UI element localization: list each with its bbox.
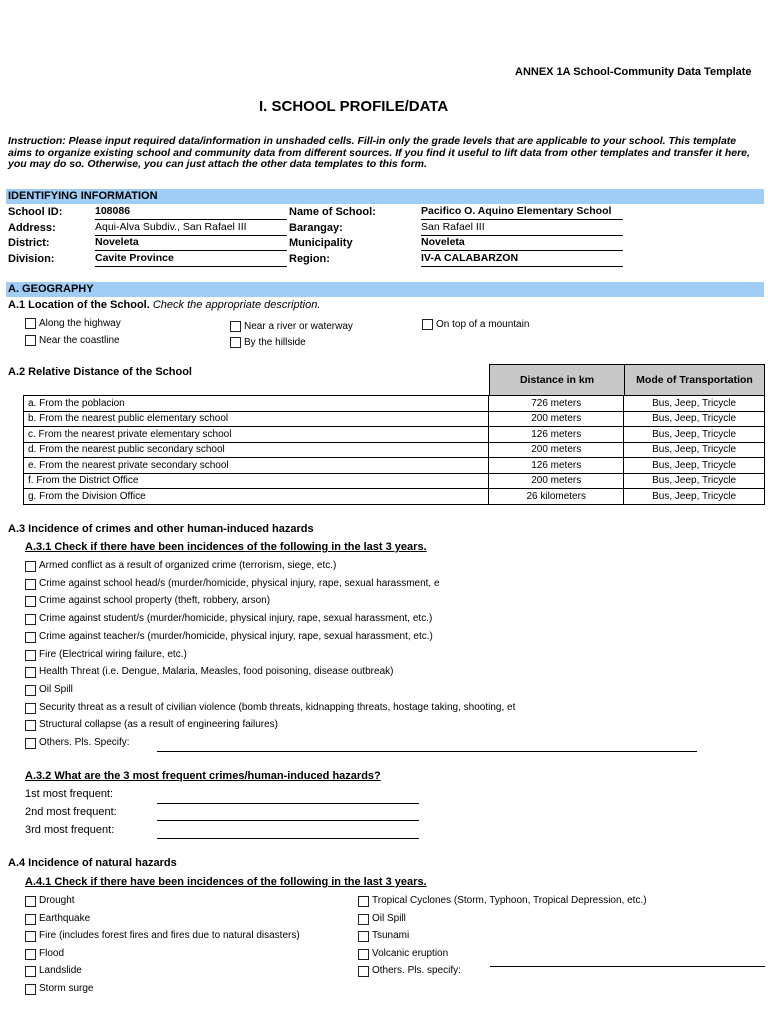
hazard-label: Drought	[39, 895, 75, 906]
natural-others-line[interactable]	[490, 966, 765, 967]
row-label: d. From the nearest public secondary school	[24, 442, 489, 458]
hazard-checkbox[interactable]	[25, 614, 36, 625]
identifying-band	[6, 189, 764, 204]
location-checkbox[interactable]	[25, 318, 36, 329]
row-distance[interactable]: 126 meters	[489, 458, 624, 474]
row-label: c. From the nearest private elementary school	[24, 427, 489, 443]
page-title: I. SCHOOL PROFILE/DATA	[259, 98, 449, 115]
municipality-field[interactable]: Noveleta	[421, 236, 623, 251]
a4-title: A.4 Incidence of natural hazards	[8, 857, 177, 869]
a1-hint: Check the appropriate description.	[152, 299, 321, 311]
others-specify-line[interactable]	[157, 751, 697, 752]
hazard-label: Tsunami	[372, 930, 410, 942]
barangay-label: Barangay:	[289, 222, 343, 234]
instruction-text	[8, 136, 750, 171]
table-row	[24, 489, 765, 505]
location-checkbox[interactable]	[422, 319, 433, 330]
region-field[interactable]: IV-A CALABARZON	[421, 252, 623, 267]
row-label: g. From the Division Office	[24, 489, 489, 505]
barangay-field[interactable]: San Rafael III	[421, 221, 623, 236]
district-field[interactable]: Noveleta	[95, 236, 287, 251]
location-checkbox[interactable]	[230, 337, 241, 348]
a3-title: A.3 Incidence of crimes and other human-induced hazards	[8, 523, 314, 535]
hazard-label: Fire (Electrical wiring failure, etc.)	[39, 648, 187, 660]
hazard-label: Health Threat (i.e. Dengue, Malaria, Measles, food poisoning, disease outbreak)	[39, 666, 394, 678]
a32-title: A.3.2 What are the 3 most frequent crimes/human-induced hazards?	[25, 770, 381, 782]
frequent-field[interactable]	[157, 838, 419, 839]
hazard-label: Fire (includes forest fires and fires due to natural disasters)	[39, 930, 300, 942]
instruction-line: you may do so. Otherwise, you can just attach the other data templates to this form.	[8, 158, 427, 170]
hazard-label: Earthquake	[39, 912, 91, 924]
hazard-checkbox[interactable]	[25, 632, 36, 643]
hazard-label: Crime against teacher/s (murder/homicide, physical injury, rape, sexual harassment, etc.)	[39, 630, 433, 642]
hazard-label: Security threat as a result of civilian violence (bomb threats, kidnapping threats, hostage taking, shooting, et	[39, 701, 516, 713]
row-distance[interactable]: 126 meters	[489, 427, 624, 443]
hazard-checkbox[interactable]	[25, 596, 36, 607]
location-label: Near the coastline	[39, 335, 120, 346]
frequent-label: 3rd most frequent:	[25, 824, 115, 836]
hazard-checkbox[interactable]	[25, 720, 36, 731]
row-distance[interactable]: 26 kilometers	[489, 489, 624, 505]
hazard-checkbox[interactable]	[25, 667, 36, 678]
row-label: e. From the nearest private secondary school	[24, 458, 489, 474]
instruction-line: Instruction: Please input required data/information in unshaded cells. Fill-in only the grade levels that are applicable to your school. This template	[8, 135, 737, 147]
hazard-label: Oil Spill	[372, 912, 406, 924]
frequent-label: 1st most frequent:	[25, 788, 114, 800]
row-transport[interactable]: Bus, Jeep, Tricycle	[624, 396, 765, 412]
hazard-checkbox[interactable]	[25, 579, 36, 590]
hazard-label: Crime against school property (theft, robbery, arson)	[39, 595, 271, 607]
table-row	[24, 396, 765, 412]
hazard-label: Tropical Cyclones (Storm, Typhoon, Tropical Depression, etc.)	[372, 895, 647, 906]
row-transport[interactable]: Bus, Jeep, Tricycle	[624, 442, 765, 458]
hazard-checkbox[interactable]	[25, 738, 36, 749]
row-transport[interactable]: Bus, Jeep, Tricycle	[624, 411, 765, 427]
hazard-checkbox[interactable]	[25, 703, 36, 714]
annex-title: ANNEX 1A School-Community Data Template	[515, 66, 752, 78]
row-distance[interactable]: 200 meters	[489, 442, 624, 458]
row-transport[interactable]: Bus, Jeep, Tricycle	[624, 489, 765, 505]
a41-title: A.4.1 Check if there have been incidences of the following in the last 3 years.	[25, 876, 427, 888]
distance-header: Distance in km	[489, 364, 625, 396]
hazard-checkbox[interactable]	[25, 966, 36, 977]
district-label: District:	[8, 237, 50, 249]
distance-table	[23, 395, 765, 505]
hazard-checkbox[interactable]	[358, 896, 369, 907]
location-label: Near a river or waterway	[244, 321, 353, 332]
hazard-checkbox[interactable]	[25, 949, 36, 960]
hazard-checkbox[interactable]	[25, 914, 36, 925]
school-name-field[interactable]: Pacifico O. Aquino Elementary School	[421, 205, 623, 220]
address-field[interactable]: Aqui-Alva Subdiv., San Rafael III	[95, 221, 287, 236]
hazard-label: Crime against school head/s (murder/homicide, physical injury, rape, sexual harassment, e	[39, 577, 440, 589]
row-transport[interactable]: Bus, Jeep, Tricycle	[624, 458, 765, 474]
hazard-label: Landslide	[39, 965, 82, 977]
school-id-field[interactable]: 108086	[95, 205, 287, 220]
hazard-checkbox[interactable]	[25, 561, 36, 572]
location-label: Along the highway	[39, 318, 121, 329]
hazard-label: Storm surge	[39, 983, 94, 994]
table-row	[24, 411, 765, 427]
hazard-label: Volcanic eruption	[372, 947, 449, 959]
a1-title: A.1 Location of the School.	[8, 299, 150, 311]
division-label: Division:	[8, 253, 55, 265]
identifying-heading: IDENTIFYING INFORMATION	[8, 190, 158, 202]
table-row	[24, 458, 765, 474]
hazard-checkbox[interactable]	[358, 949, 369, 960]
row-transport[interactable]: Bus, Jeep, Tricycle	[624, 473, 765, 489]
table-row	[24, 427, 765, 443]
hazard-label: Structural collapse (as a result of engineering failures)	[39, 719, 279, 731]
a1-heading	[8, 299, 320, 311]
hazard-checkbox[interactable]	[25, 650, 36, 661]
hazard-checkbox[interactable]	[25, 685, 36, 696]
location-label: By the hillside	[244, 337, 306, 348]
row-label: b. From the nearest public elementary school	[24, 411, 489, 427]
row-transport[interactable]: Bus, Jeep, Tricycle	[624, 427, 765, 443]
a2-title: A.2 Relative Distance of the School	[8, 366, 192, 378]
region-label: Region:	[289, 253, 330, 265]
hazard-label: Crime against student/s (murder/homicide, physical injury, rape, sexual harassment, etc.)	[39, 613, 433, 625]
table-row	[24, 473, 765, 489]
hazard-checkbox[interactable]	[358, 914, 369, 925]
location-label: On top of a mountain	[436, 319, 530, 330]
hazard-checkbox[interactable]	[25, 931, 36, 942]
frequent-field[interactable]	[157, 820, 419, 821]
geography-heading: A. GEOGRAPHY	[8, 283, 94, 295]
row-distance[interactable]: 200 meters	[489, 473, 624, 489]
a31-title: A.3.1 Check if there have been incidences of the following in the last 3 years.	[25, 541, 427, 553]
geography-band	[6, 282, 764, 297]
municipality-label: Municipality	[289, 237, 353, 249]
hazard-label: Others. Pls. Specify:	[39, 737, 130, 748]
school-id-label: School ID:	[8, 206, 63, 218]
hazard-label: Flood	[39, 947, 65, 959]
school-name-label: Name of School:	[289, 206, 376, 218]
address-label: Address:	[8, 222, 56, 234]
location-checkbox[interactable]	[230, 321, 241, 332]
table-row	[24, 442, 765, 458]
hazard-checkbox[interactable]	[358, 966, 369, 977]
hazard-label: Armed conflict as a result of organized crime (terrorism, siege, etc.)	[39, 560, 337, 571]
row-label: a. From the poblacion	[24, 396, 489, 412]
transport-header: Mode of Transportation	[624, 364, 765, 396]
hazard-checkbox[interactable]	[358, 931, 369, 942]
hazard-label: Others. Pls. specify:	[372, 965, 461, 977]
row-label: f. From the District Office	[24, 473, 489, 489]
hazard-label: Oil Spill	[39, 683, 73, 695]
frequent-field[interactable]	[157, 803, 419, 804]
frequent-label: 2nd most frequent:	[25, 806, 117, 818]
hazard-checkbox[interactable]	[25, 896, 36, 907]
row-distance[interactable]: 200 meters	[489, 411, 624, 427]
location-checkbox[interactable]	[25, 335, 36, 346]
instruction-line: aims to organize existing school and community data from different sources. If you find it useful to lift data from other templates and transfer it here,	[8, 146, 750, 159]
division-field[interactable]: Cavite Province	[95, 252, 287, 267]
row-distance[interactable]: 726 meters	[489, 396, 624, 412]
hazard-checkbox[interactable]	[25, 984, 36, 995]
